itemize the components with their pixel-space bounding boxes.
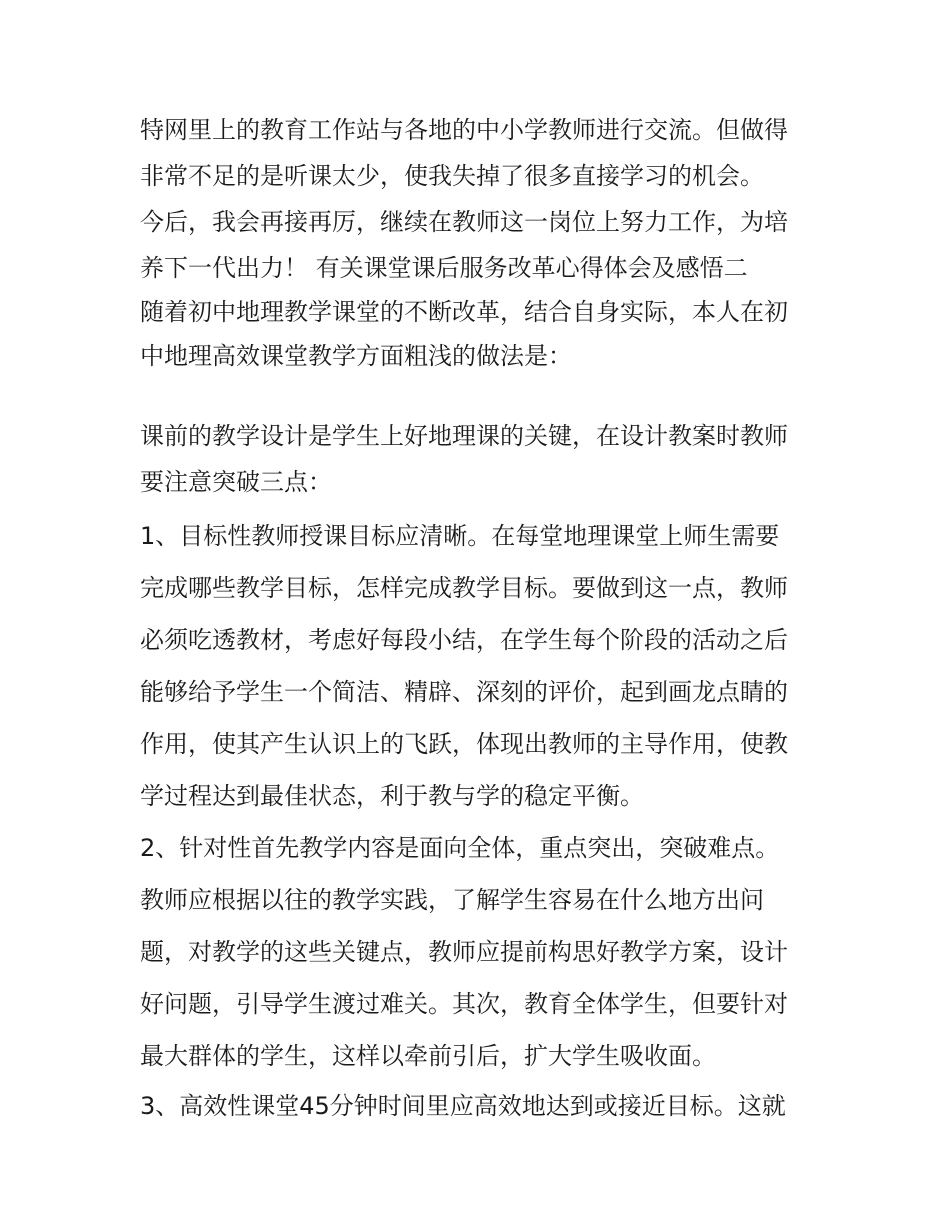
text-line-7: 课前的教学设计是学生上好地理课的关键，在设计教案时教师 [140, 422, 788, 450]
text-line-8: 要注意突破三点： [140, 468, 332, 496]
text-line-2: 非常不足的是听课太少，使我失掉了很多直接学习的机会。 [140, 162, 764, 190]
text-line-1: 特网里上的教育工作站与各地的中小学教师进行交流。但做得 [140, 116, 788, 144]
text-line-10: 完成哪些教学目标，怎样完成教学目标。要做到这一点，教师 [140, 574, 788, 602]
text-line-9: 1、目标性教师授课目标应清晰。在每堂地理课堂上师生需要 [140, 522, 780, 550]
text-line-4: 养下一代出力！ 有关课堂课后服务改革心得体会及感悟二 [140, 254, 748, 282]
text-line-13: 作用，使其产生认识上的飞跃，体现出教师的主导作用，使教 [140, 730, 788, 758]
text-line-11: 必须吃透教材，考虑好每段小结，在学生每个阶段的活动之后 [140, 626, 788, 654]
text-line-19: 最大群体的学生，这样以牵前引后，扩大学生吸收面。 [140, 1042, 716, 1070]
text-line-6: 中地理高效课堂教学方面粗浅的做法是： [140, 342, 572, 370]
text-line-14: 学过程达到最佳状态，利于教与学的稳定平衡。 [140, 782, 644, 810]
text-line-20: 3、高效性课堂45分钟时间里应高效地达到或接近目标。这就 [140, 1092, 786, 1120]
text-line-5: 随着初中地理教学课堂的不断改革，结合自身实际，本人在初 [140, 298, 788, 326]
text-line-16: 教师应根据以往的教学实践，了解学生容易在什么地方出问 [140, 886, 764, 914]
text-line-17: 题，对教学的这些关键点，教师应提前构思好教学方案，设计 [140, 938, 788, 966]
text-line-18: 好问题，引导学生渡过难关。其次，教育全体学生，但要针对 [140, 990, 788, 1018]
text-line-15: 2、针对性首先教学内容是面向全体，重点突出，突破难点。 [140, 834, 780, 862]
text-line-3: 今后，我会再接再厉，继续在教师这一岗位上努力工作，为培 [140, 208, 788, 236]
text-line-12: 能够给予学生一个简洁、精辟、深刻的评价，起到画龙点睛的 [140, 678, 788, 706]
